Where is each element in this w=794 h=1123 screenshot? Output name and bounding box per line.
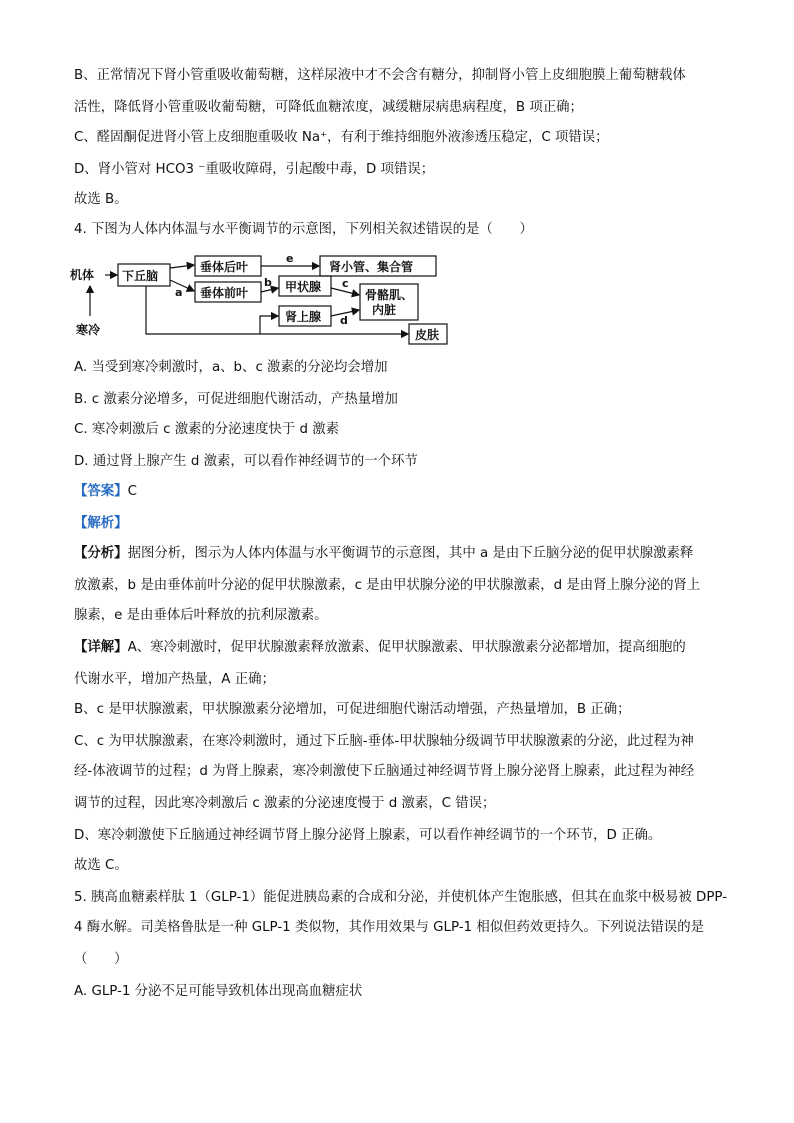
option-c: C. 寒冷刺激后 c 激素的分泌速度快于 d 激素 — [74, 422, 339, 437]
arrow-label-b: b — [264, 276, 272, 289]
label-body: 机体 — [70, 268, 95, 282]
text-line: 放激素，b 是由垂体前叶分泌的促甲状腺激素，c 是由甲状腺分泌的甲状腺激素，d 是由肾上腺分泌的肾上 — [74, 578, 701, 593]
fenxi-text: 据图分析，图示为人体内体温与水平衡调节的示意图，其中 a 是由下丘脑分泌的促甲状腺激素释 — [127, 546, 694, 561]
text-line: D、肾小管对 HCO3 ⁻重吸收障碍，引起酸中毒，D 项错误； — [74, 162, 435, 177]
fenxi-line — [74, 544, 724, 564]
text-line: 4 酶水解。司美格鲁肽是一种 GLP-1 类似物，其作用效果与 GLP-1 相似但药效更持久。下列说法错误的是 — [74, 920, 704, 935]
analysis-label: 【解析】 — [74, 516, 128, 531]
fenxi-label: 【分析】 — [74, 546, 128, 561]
text-line: （ ） — [74, 952, 128, 967]
arrow-label-a: a — [175, 286, 183, 299]
option-d: D. 通过肾上腺产生 d 激素，可以看作神经调节的一个环节 — [74, 454, 418, 469]
label-muscle: 骨骼肌、 — [365, 288, 414, 302]
text-line: 经-体液调节的过程；d 为肾上腺素，寒冷刺激使下丘脑通过神经调节肾上腺分泌肾上腺素，此过程为神经 — [74, 764, 695, 779]
text-line: D、寒冷刺激使下丘脑通过神经调节肾上腺分泌肾上腺素，可以看作神经调节的一个环节，D 正确。 — [74, 828, 662, 843]
question-4-stem: 4. 下图为人体内体温与水平衡调节的示意图，下列相关叙述错误的是（ ） — [74, 222, 533, 237]
arrow-label-d: d — [340, 314, 348, 327]
text-line: 代谢水平，增加产热量，A 正确； — [74, 672, 275, 687]
arrow-label-e: e — [286, 252, 294, 265]
arrow-label-c: c — [342, 277, 349, 290]
text-line: 活性，降低肾小管重吸收葡萄糖，可降低血糖浓度，减缓糖尿病患病程度，B 项正确； — [74, 100, 583, 115]
text-line: 故选 C。 — [74, 858, 128, 873]
analysis-heading — [74, 514, 724, 534]
answer-label: 【答案】 — [74, 484, 128, 499]
label-kidney-tubule: 肾小管、集合管 — [329, 260, 414, 274]
label-viscera: 内脏 — [372, 303, 397, 317]
answer-line — [74, 482, 724, 502]
text-line: 调节的过程，因此寒冷刺激后 c 激素的分泌速度慢于 d 激素，C 错误； — [74, 796, 496, 811]
xiangjie-text: A、寒冷刺激时，促甲状腺激素释放激素、促甲状腺激素、甲状腺激素分泌都增加，提高细胞的 — [127, 640, 686, 655]
question-5-stem: 5. 胰高血糖素样肽 1（GLP-1）能促进胰岛素的合成和分泌，并使机体产生饱胀感，但其在血浆中极易被 DPP- — [74, 890, 728, 905]
xiangjie-label: 【详解】 — [74, 640, 128, 655]
option-a: A. 当受到寒冷刺激时，a、b、c 激素的分泌均会增加 — [74, 360, 388, 375]
text-line: B、c 是甲状腺激素，甲状腺激素分泌增加，可促进细胞代谢活动增强，产热量增加，B 正确； — [74, 702, 631, 717]
label-cold: 寒冷 — [76, 323, 101, 337]
regulation-diagram — [64, 250, 464, 350]
text-line: 故选 B。 — [74, 192, 128, 207]
label-adrenal: 肾上腺 — [285, 310, 322, 324]
label-skin: 皮肤 — [415, 328, 440, 342]
xiangjie-line — [74, 638, 724, 658]
answer-value: C — [127, 484, 137, 499]
label-hypothalamus: 下丘脑 — [122, 269, 159, 283]
label-anterior-pituitary: 垂体前叶 — [200, 286, 249, 300]
text-line: B、正常情况下肾小管重吸收葡萄糖，这样尿液中才不会含有糖分，抑制肾小管上皮细胞膜上葡萄糖载体 — [74, 68, 686, 83]
option-b: B. c 激素分泌增多，可促进细胞代谢活动，产热量增加 — [74, 392, 398, 407]
text-line: C、醛固酮促进肾小管上皮细胞重吸收 Na⁺，有利于维持细胞外液渗透压稳定，C 项错误； — [74, 130, 609, 145]
text-line: C、c 为甲状腺激素，在寒冷刺激时，通过下丘脑-垂体-甲状腺轴分级调节甲状腺激素的分泌，此过程为神 — [74, 734, 694, 749]
text-line: 腺素，e 是由垂体后叶释放的抗利尿激素。 — [74, 608, 328, 623]
label-posterior-pituitary: 垂体后叶 — [200, 260, 249, 274]
label-thyroid: 甲状腺 — [285, 280, 322, 294]
option-a: A. GLP-1 分泌不足可能导致机体出现高血糖症状 — [74, 984, 363, 999]
